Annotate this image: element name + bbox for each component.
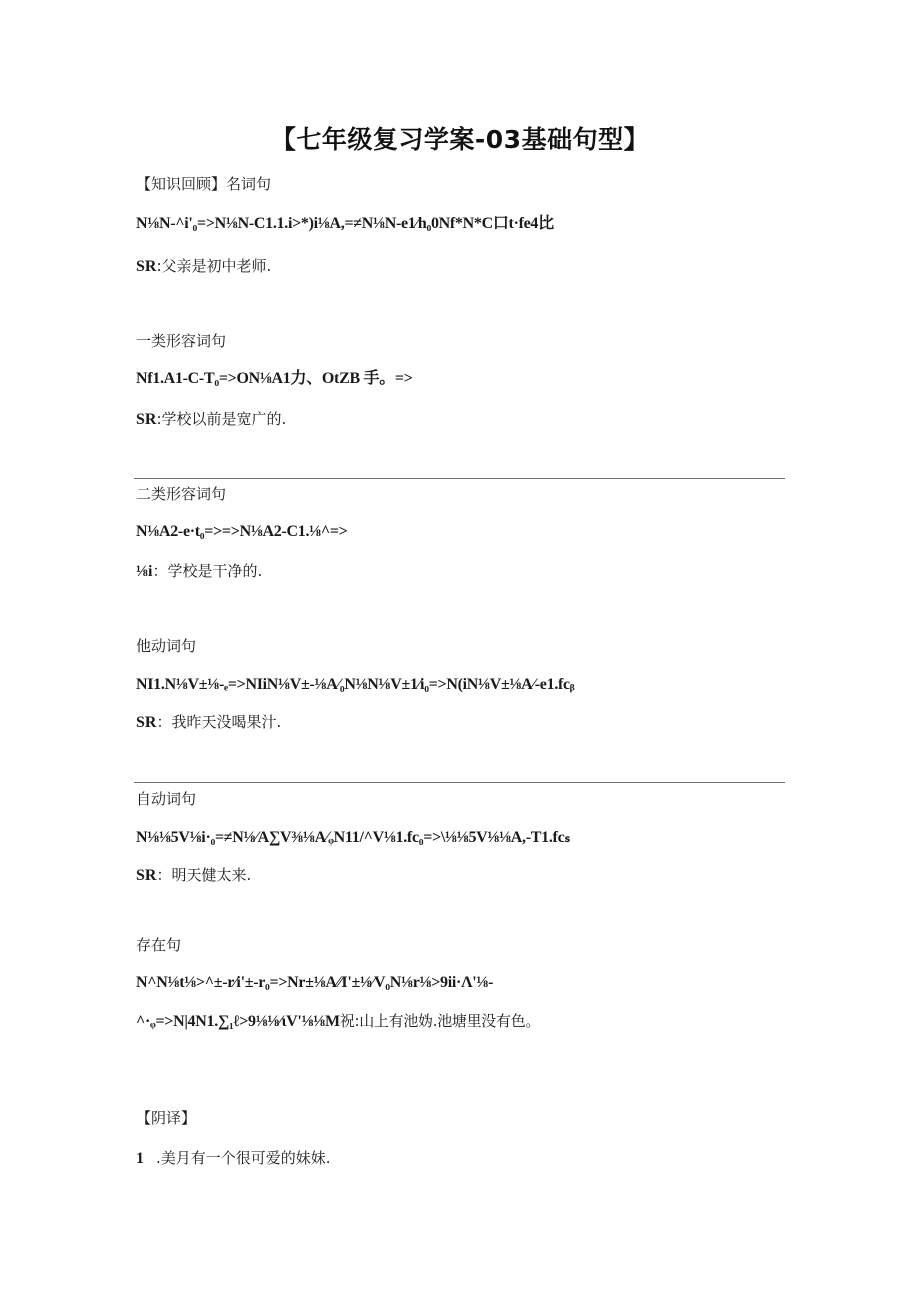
example-text: ：学校是干净的. (152, 562, 263, 580)
section-heading-transitive: 他动词句 (136, 637, 197, 655)
adj1-sentence-formula: Nf1.A1-C-T₀=>ON⅛A1力、OtZB 手。=> (136, 370, 413, 387)
transitive-sentence-formula: NI1.N⅛V±⅛-ₑ=>NIiN⅛V±-⅛A∕₀N⅛N⅛V±1∕i₀=>N(iN⅛V±⅛A∕-e1.fcᵦ (136, 676, 575, 693)
item-number: 1 (136, 1150, 144, 1167)
section-heading-translation: 【阴译】 (136, 1109, 197, 1127)
translation-item (136, 1148, 331, 1169)
example-label: SR (136, 867, 157, 884)
noun-sentence-formula: N⅛N-^i'₀=>N⅛N-C1.1.i>*)i⅛A,=≠N⅛N-e1∕h₀0Nf*N*C口t·fe4比 (136, 215, 554, 232)
example-label: SR (136, 411, 157, 428)
example-text: ：我昨天没喝果汁. (156, 713, 282, 731)
example-text: :父亲是初中老师. (156, 257, 272, 275)
formula-code: ^·ᵩ=>N|4N1.∑₁ℓ>9⅛⅛∕ιV'⅛⅛M (136, 1013, 340, 1030)
example-label: SR (136, 258, 157, 275)
transitive-sentence-example (136, 712, 281, 733)
divider-line (134, 782, 785, 783)
intransitive-sentence-formula: N⅛⅛5V⅛i·₀=≠N⅛∕A∑V⅜⅛A∕ᵩN11/^V⅛1.fc₀=>\⅛⅛5V⅛⅛A,-T1.fcₛ (136, 829, 571, 846)
item-text: .美月有一个很可爱的妹妹. (156, 1149, 331, 1167)
existential-sentence-formula: N^N⅛t⅛>^±-r∕i'±-r₀=>Nr±⅛A∕∕I'±⅛∕V₀N⅛r⅛>9ii·Λ'⅛- (136, 974, 494, 991)
existential-sentence-formula-cont (136, 1011, 540, 1032)
page-title: 【七年级复习学案-03基础句型】 (270, 125, 650, 154)
divider-line (134, 478, 785, 479)
section-heading-existential: 存在句 (136, 936, 182, 954)
intransitive-sentence-example (136, 865, 251, 886)
adj2-sentence-example (136, 561, 262, 582)
existential-example-text: 祝:山上有池妫.池塘里没有色。 (339, 1012, 541, 1030)
adj2-sentence-formula: N⅛A2-e·t₀=>=>N⅛A2-C1.⅛^=> (136, 523, 348, 540)
adj1-sentence-example (136, 409, 286, 430)
example-label: SR (136, 714, 157, 731)
section-heading-adj2: 二类形容词句 (136, 485, 227, 503)
noun-sentence-example (136, 256, 271, 277)
section-heading-noun: 【知识回顾】名词句 (136, 175, 272, 193)
example-label: ⅛i (136, 563, 153, 580)
example-text: ：明天健太来. (156, 866, 252, 884)
section-heading-adj1: 一类形容词句 (136, 332, 227, 350)
section-heading-intransitive: 自动词句 (136, 790, 197, 808)
example-text: :学校以前是宽广的. (156, 410, 287, 428)
